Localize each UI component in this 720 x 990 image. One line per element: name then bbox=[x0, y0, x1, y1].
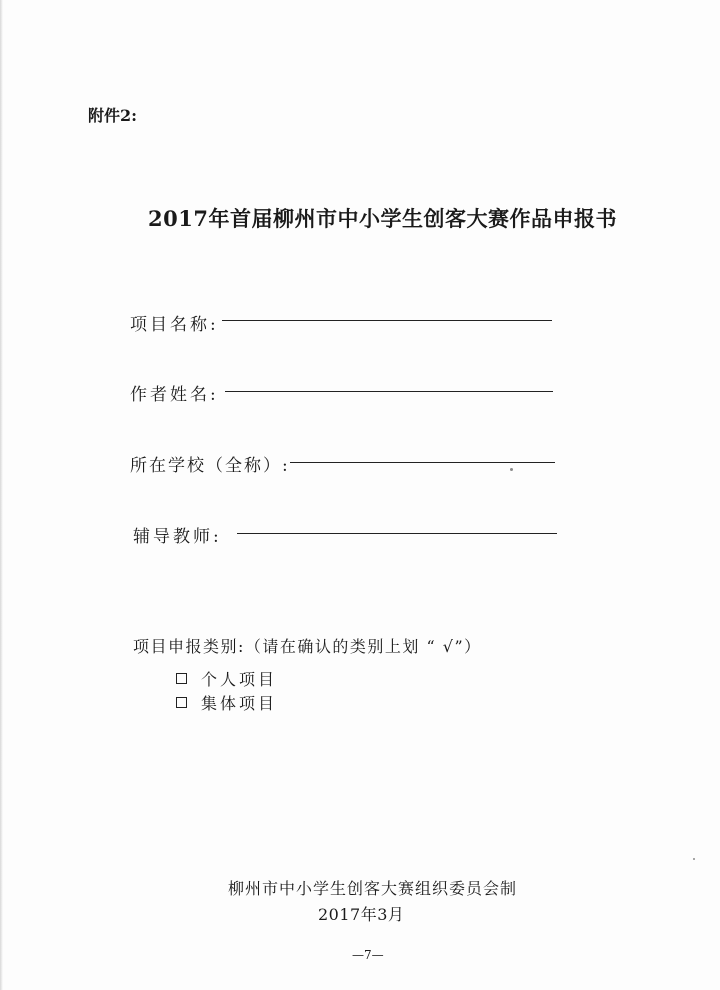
scan-speck bbox=[510, 468, 513, 471]
scan-speck bbox=[693, 858, 695, 860]
option-individual-label: 个人项目 bbox=[201, 670, 278, 689]
field-line-instructor[interactable] bbox=[237, 533, 557, 534]
attachment-label: 附件2: bbox=[88, 106, 138, 125]
checkbox-individual[interactable] bbox=[176, 673, 187, 684]
page-number: —7— bbox=[352, 948, 384, 962]
field-label-project-name: 项目名称: bbox=[130, 315, 219, 335]
field-label-instructor: 辅导教师: bbox=[133, 527, 222, 547]
field-line-school[interactable] bbox=[290, 462, 555, 463]
document-title: 2017年首届柳州市中小学生创客大赛作品申报书 bbox=[148, 206, 617, 231]
field-line-project-name[interactable] bbox=[222, 320, 552, 321]
field-label-school: 所在学校（全称）: bbox=[130, 456, 290, 476]
organizer-credit: 柳州市中小学生创客大赛组织委员会制 bbox=[228, 879, 518, 898]
checkbox-group[interactable] bbox=[176, 697, 187, 708]
option-group-label: 集体项目 bbox=[201, 694, 278, 713]
option-individual[interactable] bbox=[176, 667, 277, 690]
field-label-author-name: 作者姓名: bbox=[130, 385, 219, 405]
option-group[interactable] bbox=[176, 691, 277, 714]
issue-date: 2017年3月 bbox=[318, 905, 405, 924]
scan-edge-shadow bbox=[0, 0, 3, 990]
field-line-author-name[interactable] bbox=[225, 391, 553, 392]
category-label: 项目申报类别:（请在确认的类别上划 “ √”） bbox=[133, 637, 482, 656]
